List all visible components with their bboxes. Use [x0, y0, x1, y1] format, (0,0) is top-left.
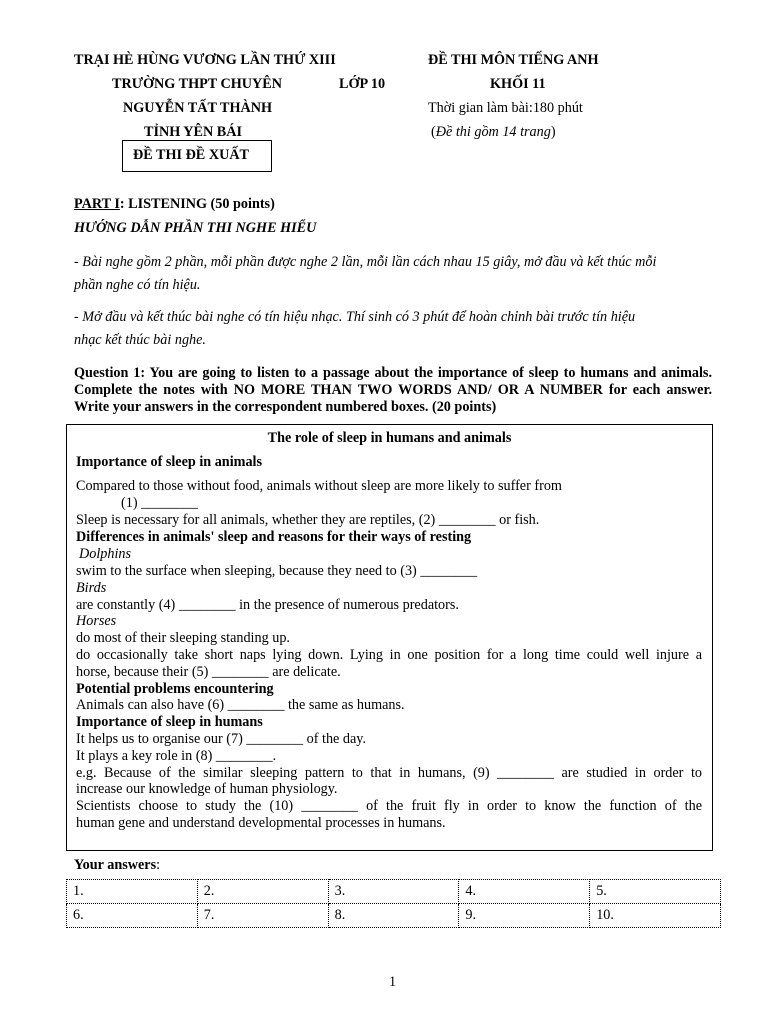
notes-line: human gene and understand developmental processes in humans.: [76, 815, 446, 831]
answer-cell-10[interactable]: 10.: [590, 904, 721, 928]
answer-cell-9[interactable]: 9.: [459, 904, 590, 928]
notes-heading-differences: Differences in animals' sleep and reasons for their ways of resting: [76, 529, 472, 545]
notes-line: do occasionally take short naps lying down. Lying in one position for a long time could well injure a: [76, 647, 702, 663]
notes-box: [66, 424, 713, 851]
school-name-line2: NGUYỄN TẤT THÀNH: [123, 100, 273, 116]
gap-7-line: It helps us to organise our (7) ________ of the day.: [76, 731, 367, 747]
exam-subject: ĐỀ THI MÔN TIẾNG ANH: [428, 52, 599, 68]
notes-line: increase our knowledge of human physiology.: [76, 781, 338, 797]
stamp-label: ĐỀ THI ĐỀ XUẤT: [133, 147, 250, 163]
gap-3-line: swim to the surface when sleeping, because they need to (3) ________: [76, 563, 478, 579]
answer-table: [66, 879, 721, 928]
gap-6-line: Animals can also have (6) ________ the same as humans.: [76, 697, 405, 713]
answer-cell-2[interactable]: 2.: [197, 880, 328, 904]
gap-4-line: are constantly (4) ________ in the presence of numerous predators.: [76, 597, 459, 613]
answer-cell-7[interactable]: 7.: [197, 904, 328, 928]
answer-cell-4[interactable]: 4.: [459, 880, 590, 904]
proposed-exam-stamp: [122, 140, 272, 172]
answer-cell-1[interactable]: 1.: [67, 880, 198, 904]
listening-guide-heading: HƯỚNG DẪN PHẦN THI NGHE HIỂU: [74, 220, 317, 236]
question-1-instructions: Question 1: You are going to listen to a passage about the importance of sleep to humans and animals. Complete the notes with NO MORE THAN TWO WORDS AND/ OR A NUMBER for each answer. Write your answers in the correspondent numbered boxes. (20 points): [74, 365, 712, 415]
answer-row: [67, 880, 721, 904]
page-number: 1: [389, 974, 397, 990]
answer-cell-6[interactable]: 6.: [67, 904, 198, 928]
instruction-note-1: - Bài nghe gồm 2 phần, mỗi phần được nghe 2 lần, mỗi lần cách nhau 15 giây, mở đầu và kết thúc mỗi phần nghe có tín hiệu.: [74, 254, 657, 293]
subheading-dolphins: Dolphins: [79, 546, 132, 562]
gap-9-line: e.g. Because of the similar sleeping pattern to that in humans, (9) ________ are studied in order to: [76, 765, 702, 781]
instruction-note-2: - Mở đầu và kết thúc bài nghe có tín hiệu nhạc. Thí sinh có 3 phút để hoàn chỉnh bài trước tín hiệu nhạc kết thúc bài nghe.: [74, 309, 636, 348]
exam-duration: Thời gian làm bài:180 phút: [428, 100, 583, 116]
notes-line: Compared to those without food, animals without sleep are more likely to suffer from: [76, 478, 562, 494]
answer-row: [67, 904, 721, 928]
school-name-line1: TRƯỜNG THPT CHUYÊN: [112, 76, 283, 92]
answer-cell-5[interactable]: 5.: [590, 880, 721, 904]
answer-cell-3[interactable]: 3.: [328, 880, 459, 904]
subheading-horses: Horses: [76, 613, 117, 629]
gap-10-line: Scientists choose to study the (10) ________ of the fruit fly in order to know the function of the: [76, 798, 702, 814]
province-name: TỈNH YÊN BÁI: [144, 124, 243, 140]
gap-5-line: horse, because their (5) ________ are delicate.: [76, 664, 341, 680]
notes-heading-animals: Importance of sleep in animals: [76, 454, 263, 470]
exam-page-count: (Đề thi gồm 14 trang): [431, 124, 556, 140]
subheading-birds: Birds: [76, 580, 107, 596]
grade-label: LỚP 10: [339, 76, 386, 92]
answer-cell-8[interactable]: 8.: [328, 904, 459, 928]
notes-line: do most of their sleeping standing up.: [76, 630, 290, 646]
gap-1-line: (1) ________: [121, 495, 198, 511]
gap-2-line: Sleep is necessary for all animals, whether they are reptiles, (2) ________ or fish.: [76, 512, 540, 528]
notes-heading-humans: Importance of sleep in humans: [76, 714, 263, 730]
school-camp-title: TRẠI HÈ HÙNG VƯƠNG LẦN THỨ XIII: [74, 52, 336, 68]
notes-title: The role of sleep in humans and animals: [267, 430, 512, 446]
your-answers-label: Your answers:: [74, 857, 161, 873]
part-heading: PART I: LISTENING (50 points): [74, 196, 275, 212]
exam-grade: KHỐI 11: [490, 76, 546, 92]
gap-8-line: It plays a key role in (8) ________.: [76, 748, 277, 764]
notes-heading-problems: Potential problems encountering: [76, 681, 274, 697]
